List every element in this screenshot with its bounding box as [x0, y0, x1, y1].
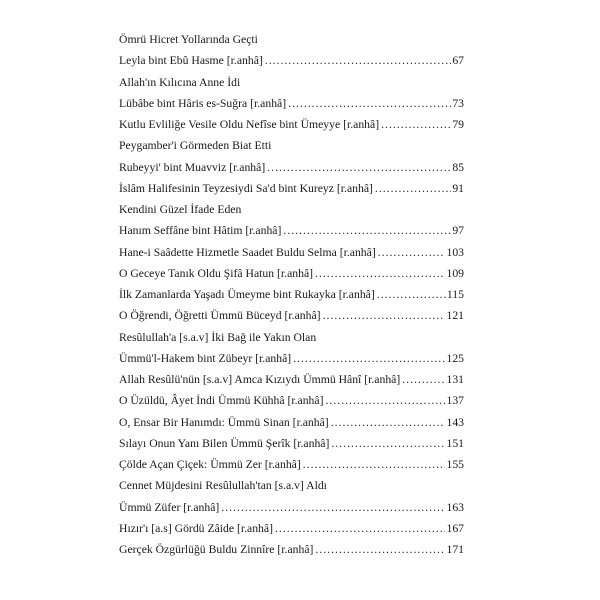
toc-entry-title: O Üzüldü, Âyet İndi Ümmü Kühhâ [r.anhâ] [119, 394, 324, 408]
toc-entry [119, 263, 464, 284]
toc-entry-title: Resûlullah'a [s.a.v] İki Bağ ile Yakın Olan [119, 330, 317, 344]
toc-page-number: 151 [446, 436, 464, 450]
dot-leader [381, 114, 451, 135]
toc-page-number: 67 [452, 54, 464, 68]
toc-entry-title: Gerçek Özgürlüğü Buldu Zinnîre [r.anhâ] [119, 543, 314, 556]
toc-page-number: 103 [446, 245, 464, 259]
toc-entry [119, 454, 464, 475]
dot-leader [303, 454, 446, 475]
toc-page-number: 91 [452, 181, 464, 195]
dot-leader [375, 178, 451, 199]
dot-leader [315, 263, 445, 284]
dot-leader [331, 433, 445, 454]
toc-page-number: 109 [446, 266, 464, 280]
toc-entry-title: Allah'ın Kılıcına Anne İdi [119, 75, 241, 89]
toc-entry-title: Hanım Seffâne bint Hâtim [r.anhâ] [119, 224, 282, 238]
toc-heading [119, 475, 464, 496]
toc-page-number: 125 [446, 351, 464, 365]
toc-page-number: 97 [452, 224, 464, 238]
dot-leader [267, 157, 451, 178]
toc-entry [119, 114, 464, 135]
toc-entry-title: Leyla bint Ebû Hasme [r.anhâ] [119, 54, 263, 68]
dot-leader [283, 220, 451, 241]
table-of-contents [119, 29, 464, 560]
toc-entry-title: Ömrü Hicret Yollarında Geçti [119, 33, 258, 46]
toc-entry [119, 348, 464, 369]
dot-leader [275, 518, 445, 539]
toc-entry-title: Peygamber'i Görmeden Biat Etti [119, 139, 272, 153]
toc-entry-title: O Geceye Tanık Oldu Şifâ Hatun [r.anhâ] [119, 266, 314, 280]
toc-entry [119, 284, 464, 305]
toc-page-number: 121 [446, 309, 464, 323]
toc-page-number: 171 [446, 543, 464, 556]
dot-leader [378, 242, 446, 263]
toc-entry [119, 369, 464, 390]
toc-page-number: 163 [446, 500, 464, 514]
toc-heading [119, 327, 464, 348]
toc-page-number: 73 [452, 96, 464, 110]
toc-entry-title: Sılayı Onun Yanı Bilen Ümmü Şerîk [r.anhâ] [119, 436, 330, 450]
toc-entry-title: Allah Resûlü'nün [s.a.v] Amca Kızıydı Ümmü Hânî [r.anhâ] [119, 373, 401, 386]
toc-entry [119, 157, 464, 178]
toc-entry [119, 50, 464, 71]
toc-entry [119, 518, 464, 539]
toc-heading [119, 29, 464, 50]
toc-page-number: 79 [452, 118, 464, 131]
toc-heading [119, 199, 464, 220]
dot-leader [402, 369, 445, 390]
toc-entry [119, 93, 464, 114]
toc-entry-title: Rubeyyi' bint Muavviz [r.anhâ] [119, 160, 266, 174]
toc-page-number: 115 [446, 288, 464, 301]
toc-entry [119, 412, 464, 433]
toc-page-number: 85 [452, 160, 464, 174]
dot-leader [323, 305, 446, 326]
toc-page-number: 155 [446, 458, 464, 471]
toc-entry-title: O, Ensar Bir Hanımdı: Ümmü Sinan [r.anhâ] [119, 415, 329, 429]
toc-entry-title: İlk Zamanlarda Yaşadı Ümeyme bint Rukayka [r.anhâ] [119, 288, 375, 301]
toc-page-number: 167 [446, 521, 464, 535]
dot-leader [293, 348, 445, 369]
toc-entry-title: Hane-i Saâdette Hizmetle Saadet Buldu Selma [r.anhâ] [119, 245, 376, 259]
toc-page-number: 143 [446, 415, 464, 429]
toc-entry-title: İslâm Halifesinin Teyzesiydi Sa'd bint Kureyz [r.anhâ] [119, 181, 373, 195]
toc-entry [119, 497, 464, 518]
toc-entry [119, 178, 464, 199]
toc-entry-title: Cennet Müjdesini Resûlullah'tan [s.a.v] Aldı [119, 479, 327, 493]
toc-page-number: 137 [446, 394, 464, 408]
toc-entry [119, 220, 464, 241]
toc-entry-title: Kendini Güzel İfade Eden [119, 203, 242, 216]
toc-entry-title: Hızır'ı [a.s] Gördü Zâide [r.anhâ] [119, 521, 273, 535]
dot-leader [221, 497, 445, 518]
toc-entry-title: Lübâbe bint Hâris es-Suğra [r.anhâ] [119, 96, 287, 110]
dot-leader [326, 390, 446, 411]
toc-heading [119, 135, 464, 156]
toc-entry-title: O Öğrendi, Öğretti Ümmü Büceyd [r.anhâ] [119, 309, 321, 323]
toc-entry-title: Ümmü'l-Hakem bint Zübeyr [r.anhâ] [119, 351, 292, 365]
toc-page-number: 131 [446, 373, 464, 386]
dot-leader [315, 539, 445, 560]
toc-entry [119, 242, 464, 263]
toc-entry-title: Kutlu Evliliğe Vesile Oldu Nefîse bint Ümeyye [r.anhâ] [119, 118, 380, 131]
dot-leader [265, 50, 452, 71]
toc-entry [119, 433, 464, 454]
toc-heading [119, 72, 464, 93]
toc-entry [119, 390, 464, 411]
dot-leader [331, 412, 446, 433]
dot-leader [288, 93, 451, 114]
toc-entry [119, 539, 464, 560]
toc-entry-title: Çölde Açan Çiçek: Ümmü Zer [r.anhâ] [119, 458, 301, 471]
toc-entry [119, 305, 464, 326]
dot-leader [377, 284, 446, 305]
toc-entry-title: Ümmü Züfer [r.anhâ] [119, 500, 220, 514]
